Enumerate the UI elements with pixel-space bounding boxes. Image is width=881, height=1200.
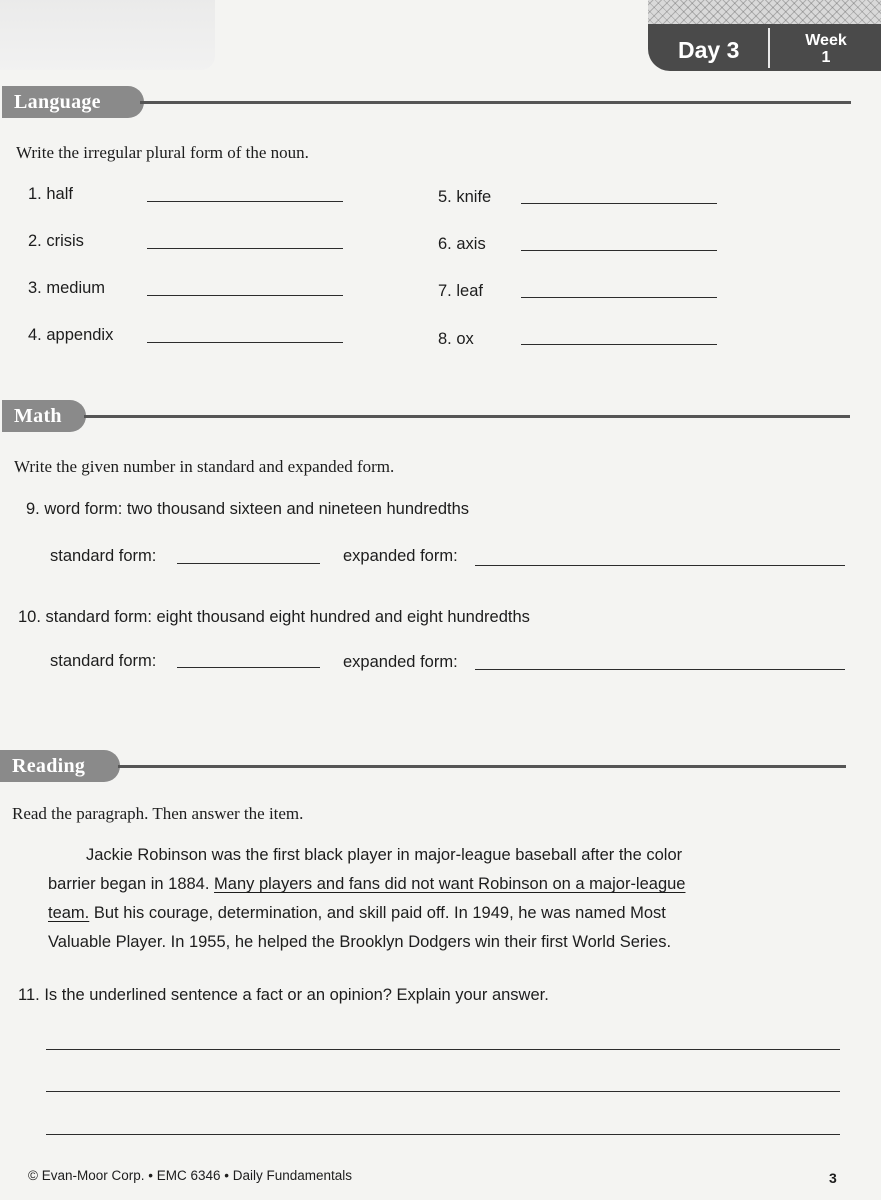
- underlined-sentence-part-1: Many players and fans did not want Robinson on a major-league: [214, 875, 686, 893]
- answer-line-1[interactable]: [46, 1049, 840, 1050]
- answer-blank-4[interactable]: [147, 342, 343, 343]
- language-item-1: 1. half: [28, 185, 73, 203]
- language-instruction: Write the irregular plural form of the noun.: [16, 143, 309, 162]
- reading-paragraph: [48, 841, 848, 957]
- day-label: Day 3: [678, 37, 740, 63]
- answer-blank-7[interactable]: [521, 297, 717, 298]
- week-label: [776, 32, 876, 66]
- answer-blank-6[interactable]: [521, 250, 717, 251]
- language-item-6: 6. axis: [438, 235, 486, 253]
- tab-divider: [768, 28, 770, 68]
- section-header-math: Math: [2, 400, 86, 432]
- section-rule-reading: [118, 765, 846, 768]
- expanded-form-blank-10[interactable]: [475, 669, 845, 670]
- language-item-4: 4. appendix: [28, 326, 114, 344]
- expanded-form-blank-9[interactable]: [475, 565, 845, 566]
- language-item-2: 2. crisis: [28, 232, 84, 250]
- answer-blank-3[interactable]: [147, 295, 343, 296]
- language-item-8: 8. ox: [438, 330, 474, 348]
- answer-blank-8[interactable]: [521, 344, 717, 345]
- answer-line-3[interactable]: [46, 1134, 840, 1135]
- answer-blank-5[interactable]: [521, 203, 717, 204]
- language-item-5: 5. knife: [438, 188, 492, 206]
- week-word: Week: [805, 32, 847, 49]
- paragraph-line-3: team. But his courage, determination, and skill paid off. In 1949, he was named Most: [48, 904, 666, 922]
- standard-form-blank-9[interactable]: [177, 563, 320, 564]
- section-header-language: Language: [2, 86, 144, 118]
- paragraph-line-2: barrier began in 1884. Many players and fans did not want Robinson on a major-league: [48, 875, 686, 893]
- week-number: 1: [821, 49, 831, 66]
- page-number: 3: [829, 1170, 837, 1186]
- corner-shadow: [0, 0, 215, 70]
- underlined-sentence-part-2: team.: [48, 904, 90, 922]
- math-question-10: 10. standard form: eight thousand eight hundred and eight hundredths: [18, 608, 530, 626]
- standard-form-blank-10[interactable]: [177, 667, 320, 668]
- math-question-9: 9. word form: two thousand sixteen and nineteen hundredths: [26, 500, 470, 518]
- paragraph-line-1: Jackie Robinson was the first black player in major-league baseball after the color: [86, 846, 683, 864]
- section-rule-math: [84, 415, 850, 418]
- standard-form-label-10: standard form:: [50, 652, 157, 670]
- answer-blank-1[interactable]: [147, 201, 343, 202]
- language-item-7: 7. leaf: [438, 282, 483, 300]
- reading-instruction: Read the paragraph. Then answer the item.: [12, 804, 304, 823]
- paragraph-line-4: Valuable Player. In 1955, he helped the Brooklyn Dodgers win their first World Series.: [48, 933, 672, 951]
- footer-credit: © Evan-Moor Corp. • EMC 6346 • Daily Fundamentals: [28, 1168, 353, 1183]
- standard-form-label-9: standard form:: [50, 547, 157, 565]
- math-instruction: Write the given number in standard and expanded form.: [14, 457, 395, 476]
- expanded-form-label-10: expanded form:: [343, 653, 458, 671]
- section-header-reading: Reading: [0, 750, 120, 782]
- answer-blank-2[interactable]: [147, 248, 343, 249]
- reading-question-11: 11. Is the underlined sentence a fact or an opinion? Explain your answer.: [18, 986, 549, 1004]
- section-rule-language: [140, 101, 851, 104]
- expanded-form-label-9: expanded form:: [343, 547, 458, 565]
- tab-pattern: [648, 0, 881, 26]
- language-item-3: 3. medium: [28, 279, 106, 297]
- day-week-tab: [648, 0, 881, 72]
- answer-line-2[interactable]: [46, 1091, 840, 1092]
